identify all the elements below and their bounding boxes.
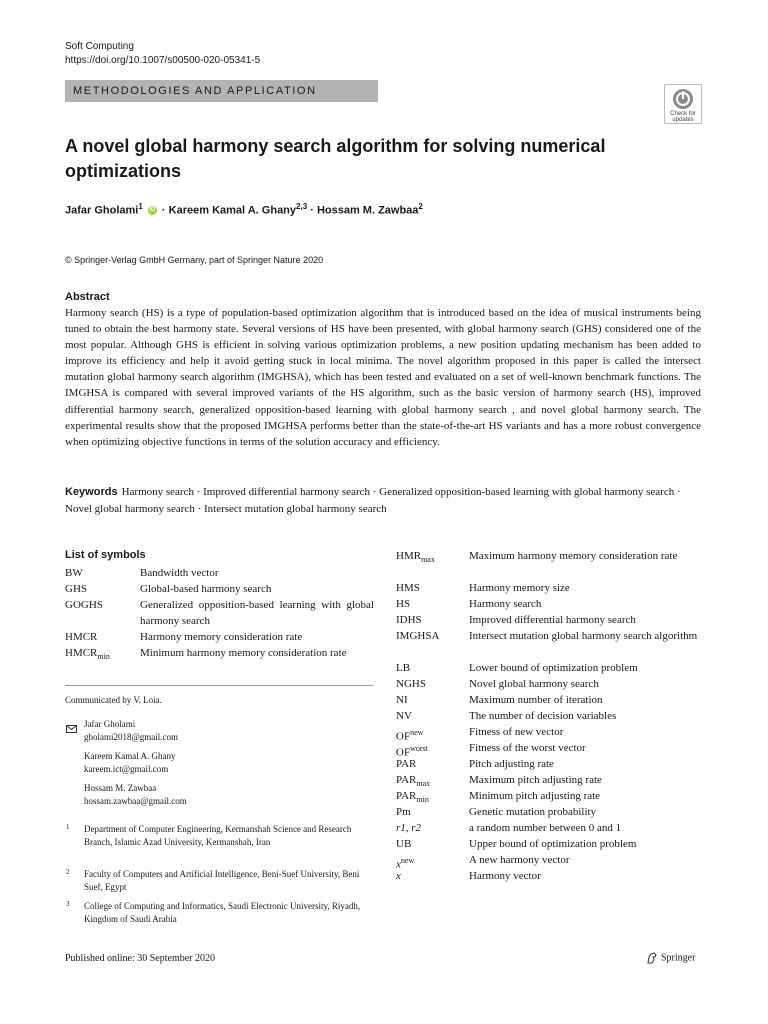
symbol-abbr [396,693,408,709]
section-banner: METHODOLOGIES AND APPLICATION [65,80,378,102]
symbol-definition: Upper bound of optimization problem [469,838,637,850]
symbol-abbr-text: GOGHS [65,599,103,611]
symbol-abbr-text: PAR [396,758,417,770]
symbol-abbr-text: IMGHSA [396,630,440,642]
symbol-definition: Bandwidth vector [140,567,219,579]
symbol-subscript: min [416,795,429,805]
footnote-divider [65,685,373,686]
symbol-abbr [396,677,426,693]
symbol-abbr [396,613,422,629]
symbol-abbr-text: r1, r2 [396,822,422,834]
symbol-definition: The number of decision variables [469,710,617,722]
symbol-subscript: min [97,652,110,662]
symbol-abbr-text: x [396,858,401,871]
symbol-definition: Genetic mutation probability [469,806,597,818]
symbol-abbr-text: x [396,870,401,882]
check-updates-label-1: Check for [670,111,696,117]
paper-title: A novel global harmony search algorithm for solving numerical optimizations [65,136,606,181]
contact-block [84,782,187,808]
symbol-abbr-text: HS [396,598,411,610]
check-for-updates-button[interactable] [664,84,702,124]
symbol-abbr-text: HMCR [65,647,98,659]
symbol-subscript: max [416,779,431,789]
affiliation-number: 2 [66,868,70,876]
symbol-abbr-text: HMR [396,550,422,562]
symbol-abbr-text: OF [396,730,411,743]
symbol-superscript: new [410,728,424,737]
symbol-abbr [65,646,110,665]
symbol-abbr-text: IDHS [396,614,422,626]
symbol-abbr-text: HMCR [65,631,98,643]
symbol-abbr-text: Pm [396,806,411,818]
abstract-heading: Abstract [65,291,110,303]
abstract-text: Harmony search (HS) is a type of population-based optimization algorithm that is introduced based on the idea of musical instruments being tuned to obtain the best harmony state. Several versions of HS have been presented, with global harmony search (GHS) considered one of the most popular. Although GHS is efficient in solving various optimization problems, a new position updating mechanism has been added to improve its efficiency and help it avoid getting stuck in local minima. The novel algorithm proposed in this paper is called the intersect mutation global harmony search algorithm (IMGHSA), which has been tested and evaluated on a set of well-known benchmark functions. The IMGHSA is compared with several improved variants of the HS algorithm, such as the basic version of harmony search (HS), improved differential harmony search, generalized opposition-based learning with global harmony search , and novel global harmony search. The experimental results show that the proposed IMGHSA performs better than the state-of-the-art HS variants and has a more robust convergence when optimizing objective functions in terms of the solution accuracy and efficiency. [65,307,701,448]
symbol-abbr [396,549,435,568]
symbol-abbr-text: BW [65,567,83,579]
affiliation-number: 1 [66,823,70,831]
symbols-heading: List of symbols [65,549,146,561]
author-affil-sup: 1 [138,202,143,211]
author-name[interactable]: Jafar Gholami [65,204,139,217]
symbol-abbr [396,709,412,725]
symbol-definition: A new harmony vector [469,854,570,866]
symbol-abbr-text: OF [396,746,411,759]
keywords-text: Harmony search · Improved differential harmony search · Generalized opposition-based learning with global harmony search · Novel global harmony search · Intersect mutation global harmony search [65,486,681,515]
affiliation-text: Department of Computer Engineering, Kermanshah Science and Research Branch, Islamic Azad University, Kermanshah, Iran [84,824,352,847]
symbol-abbr [396,757,416,773]
symbol-definition: a random number between 0 and 1 [469,822,622,834]
symbol-abbr-text: NV [396,710,412,722]
author-name[interactable]: Kareem Kamal A. Ghany [168,204,297,217]
symbol-definition: Harmony search [469,598,542,610]
publisher-logo [646,952,695,964]
author-list [65,202,423,217]
check-updates-icon [672,88,694,110]
published-date: Published online: 30 September 2020 [65,953,215,964]
envelope-icon [66,720,77,738]
symbol-abbr-text: NGHS [396,678,426,690]
symbol-abbr [396,661,410,677]
symbol-definition: Lower bound of optimization problem [469,662,638,674]
keywords [65,484,701,517]
affiliation-number: 3 [66,900,70,908]
symbol-definition: Maximum harmony memory consideration rate [469,550,678,562]
orcid-icon[interactable]: iD [149,207,156,214]
affiliation-text: Faculty of Computers and Artificial Intelligence, Beni-Suef University, Beni Suef, Egypt [84,869,360,892]
symbol-abbr-text: GHS [65,583,88,595]
contact-block [84,718,178,744]
symbol-definition: Pitch adjusting rate [469,758,554,770]
symbol-superscript: new [400,856,415,865]
symbol-abbr-text: PAR [396,774,417,786]
symbol-abbr [396,805,411,821]
copyright-line: © Springer-Verlag GmbH Germany, part of Springer Nature 2020 [65,255,324,265]
symbol-definition: Maximum pitch adjusting rate [469,774,602,786]
symbol-abbr [65,598,103,614]
symbol-definition: Harmony memory consideration rate [140,631,303,643]
springer-horse-icon [646,952,658,964]
symbol-definition: Fitness of the worst vector [469,742,586,754]
publisher-name: Springer [661,952,696,964]
symbol-abbr-text: LB [396,662,411,674]
symbol-definition: Improved differential harmony search [469,614,636,626]
contact-email[interactable]: hossam.zawbaa@gmail.com [84,796,187,806]
symbol-abbr [396,821,421,837]
author-separator: · [307,204,317,217]
journal-name: Soft Computing [65,41,134,52]
communicated-by: Communicated by V. Loia. [65,695,162,705]
symbol-abbr [396,869,401,885]
symbol-abbr [396,597,410,613]
symbol-abbr-text: UB [396,838,412,850]
symbol-definition: Minimum pitch adjusting rate [469,790,601,802]
symbol-definition: Intersect mutation global harmony search algorithm [469,630,698,642]
symbol-definition: Harmony vector [469,870,541,882]
author-name[interactable]: Hossam M. Zawbaa [316,204,419,217]
contact-block [84,750,175,776]
author-separator: · [158,204,169,217]
symbol-abbr [396,581,420,597]
contact-name: Kareem Kamal A. Ghany [84,751,176,761]
symbol-abbr-text: PAR [396,790,417,802]
contact-email[interactable]: gholami2018@gmail.com [84,732,179,742]
symbol-definition: Global-based harmony search [140,583,272,595]
author-affil-sup: 2,3 [296,202,308,211]
symbol-definition: Novel global harmony search [469,678,599,690]
affiliation-text: College of Computing and Informatics, Saudi Electronic University, Riyadh, Kingdom of Saudi Arabia [84,901,361,924]
symbol-definition: Minimum harmony memory consideration rate [140,647,347,659]
journal-header [65,40,260,68]
symbol-definition: Harmony memory size [469,582,570,594]
symbol-subscript: max [421,555,435,565]
symbol-definition: Fitness of new vector [469,726,564,738]
symbol-abbr [65,566,83,582]
symbol-abbr [396,837,411,853]
symbol-superscript: worst [410,744,428,753]
keywords-label: Keywords [65,486,118,498]
symbol-abbr-text: HMS [396,582,420,594]
author-affil-sup: 2 [418,202,423,211]
symbol-abbr [396,629,439,645]
symbol-abbr [65,630,97,646]
contact-email[interactable]: kareem.ict@gmail.com [84,764,169,774]
contact-name: Jafar Gholami [84,719,136,729]
doi-link[interactable]: https://doi.org/10.1007/s00500-020-05341-5 [65,55,261,66]
symbol-definition: Maximum number of iteration [469,694,603,706]
symbol-abbr-text: NI [396,694,408,706]
contact-name: Hossam M. Zawbaa [84,783,157,793]
symbol-abbr [65,582,87,598]
check-updates-label-2: updates [672,117,694,123]
symbol-definition: Generalized opposition-based learning with global harmony search [140,599,374,627]
